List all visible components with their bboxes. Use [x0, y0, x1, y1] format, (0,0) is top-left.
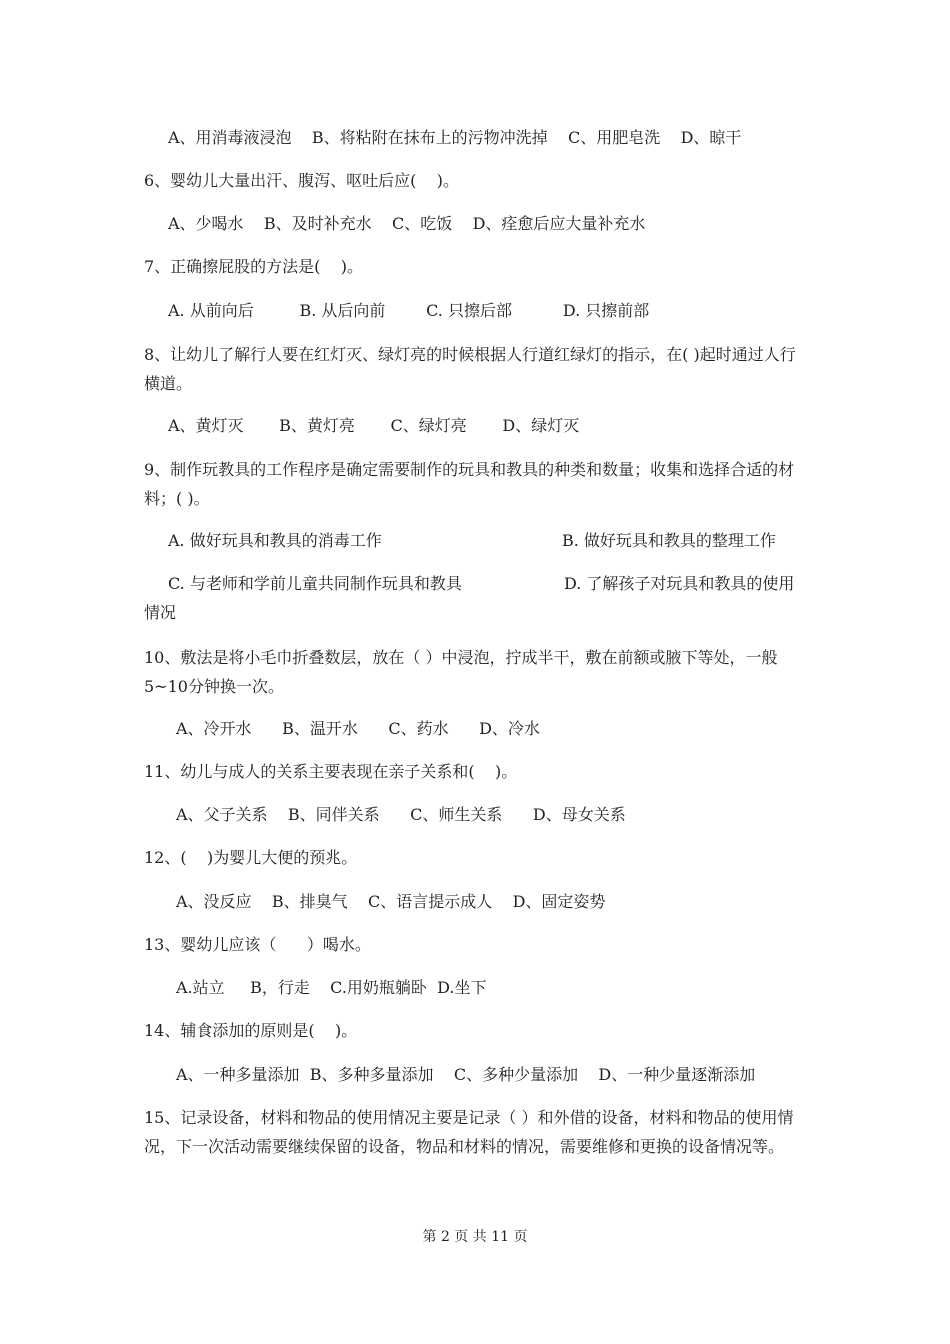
option-line: A. 从前向后 B. 从后向前 C. 只擦后部 D. 只擦前部 — [168, 301, 650, 320]
page-number: 第 2 页 共 11 页 — [422, 1229, 528, 1245]
option-line: A、用消毒液浸泡 B、将粘附在抹布上的污物冲洗掉 C、用肥皂洗 D、晾干 — [168, 128, 742, 147]
question-14: 14、辅食添加的原则是( )。 — [144, 1021, 358, 1040]
option-c: C. 与老师和学前儿童共同制作玩具和教具 — [168, 574, 462, 593]
question-6: 6、婴幼儿大量出汗、腹泻、呕吐后应( )。 — [144, 171, 460, 190]
option-line: A、没反应 B、排臭气 C、语言提示成人 D、固定姿势 — [176, 892, 606, 911]
question-12: 12、( )为婴儿大便的预兆。 — [144, 848, 358, 867]
option-d-continued: 情况 — [144, 603, 177, 622]
option-line: A.站立 B，行走 C.用奶瓶躺卧 D.坐下 — [176, 978, 487, 997]
option-line: A、父子关系 B、同伴关系 C、师生关系 D、母女关系 — [176, 805, 626, 824]
question-11: 11、幼儿与成人的关系主要表现在亲子关系和( )。 — [144, 762, 518, 781]
option-line: A、一种多量添加 B、多种多量添加 C、多种少量添加 D、一种少量逐渐添加 — [176, 1065, 756, 1084]
option-d: D. 了解孩子对玩具和教具的使用 — [564, 574, 795, 593]
question-9: 9、制作玩教具的工作程序是确定需要制作的玩具和教具的种类和数量；收集和选择合适的材料；( )。 — [144, 460, 795, 508]
question-10: 10、敷法是将小毛巾折叠数层，放在（ ）中浸泡，拧成半干，敷在前额或腋下等处，一般5~10分钟换一次。 — [144, 648, 778, 696]
option-line: A、黄灯灭 B、黄灯亮 C、绿灯亮 D、绿灯灭 — [168, 416, 580, 435]
option-line: A、少喝水 B、及时补充水 C、吃饭 D、痊愈后应大量补充水 — [168, 214, 646, 233]
question-15: 15、记录设备，材料和物品的使用情况主要是记录（ ）和外借的设备，材料和物品的使用情况，下一次活动需要继续保留的设备，物品和材料的情况，需要维修和更换的设备情况等。 — [144, 1108, 794, 1156]
option-b: B. 做好玩具和教具的整理工作 — [562, 531, 776, 550]
option-a: A. 做好玩具和教具的消毒工作 — [168, 531, 382, 550]
question-8: 8、让幼儿了解行人要在红灯灭、绿灯亮的时候根据人行道红绿灯的指示，在( )起时通过人行横道。 — [144, 345, 796, 393]
question-7: 7、正确擦屁股的方法是( )。 — [144, 257, 364, 276]
question-13: 13、婴幼儿应该（ ）喝水。 — [144, 935, 371, 954]
option-line: A、冷开水 B、温开水 C、药水 D、冷水 — [176, 719, 540, 738]
